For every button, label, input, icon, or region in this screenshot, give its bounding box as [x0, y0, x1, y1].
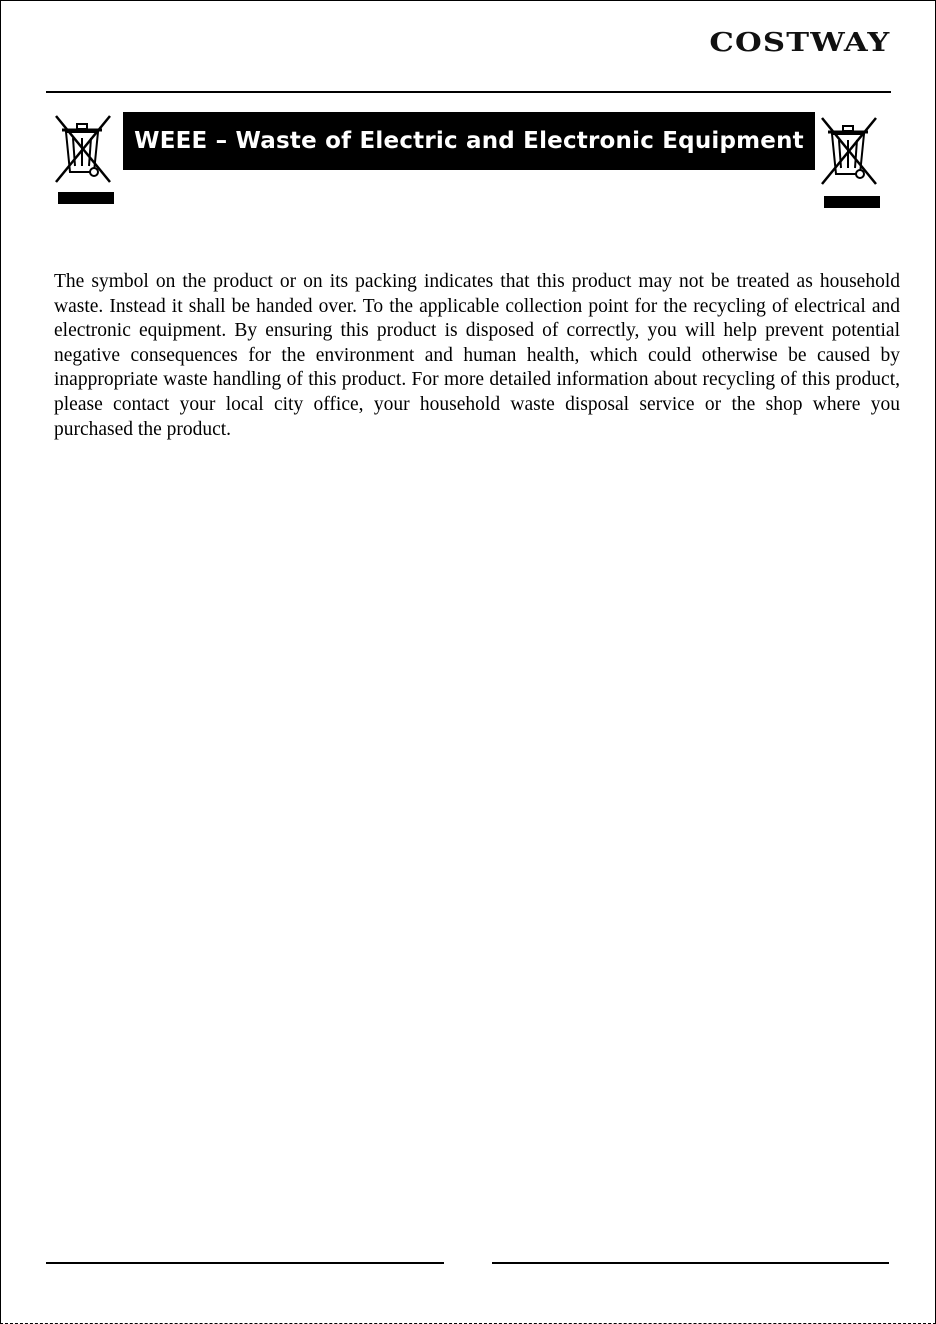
footer-divider-right	[492, 1262, 889, 1264]
disposal-instructions-paragraph: The symbol on the product or on its packing indicates that this product may not be treated as household waste. Instead it shall be handed over. To the applicable collection point for the recycling of electrical and electronic equipment. By ensuring this product is disposed of correctly, you will help prevent potential negative consequences for the environment and human health, which could otherwise be caused by inappropriate waste handling of this product. For more detailed information about recycling of this product, please contact your local city office, your household waste disposal service or the shop where you purchased the product.	[54, 271, 900, 440]
footer-divider-left	[46, 1262, 444, 1264]
title-banner	[123, 112, 815, 170]
brand-logo: COSTWAY	[708, 28, 890, 58]
crossed-out-wheelie-bin-icon	[50, 110, 118, 206]
crossed-out-wheelie-bin-icon	[816, 112, 884, 208]
page-title: WEEE – Waste of Electric and Electronic Equipment	[134, 128, 804, 154]
header-divider	[46, 91, 891, 93]
